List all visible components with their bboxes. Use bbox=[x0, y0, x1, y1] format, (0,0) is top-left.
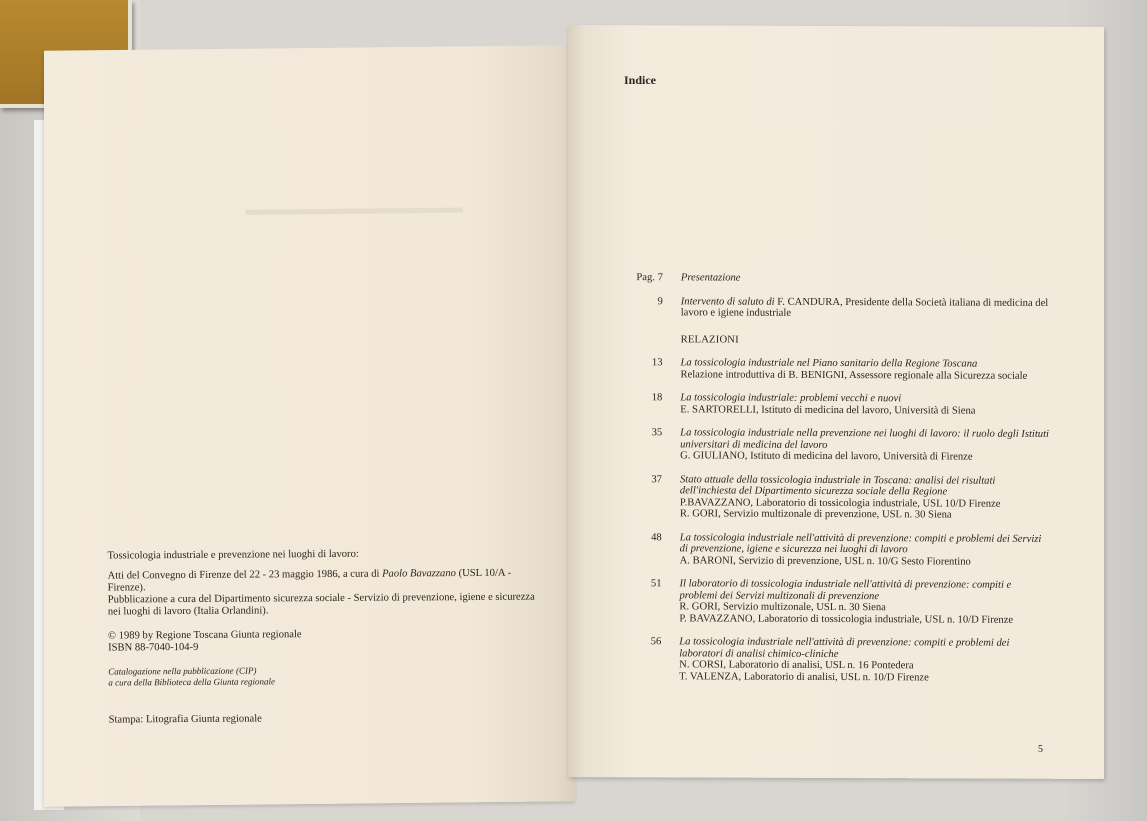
page-number: 5 bbox=[1038, 744, 1043, 755]
table-of-contents bbox=[619, 272, 1051, 684]
toc-title: La tossicologia industriale nell'attività di prevenzione: compiti e problemi dei Servizi di prevenzione, igiene e sicurezza nei luoghi di lavoro bbox=[679, 531, 1042, 556]
toc-author: A. BARONI, Servizio di prevenzione, USL n. 10/G Sesto Fiorentino bbox=[679, 554, 971, 568]
toc-title: Il laboratorio di tossicologia industriale nell'attività di prevenzione: compiti e problemi dei Servizi multizonali di prevenzione bbox=[679, 578, 1012, 602]
toc-text: F. CANDURA, Presidente della Società italiana di medicina del lavoro e igiene industriale bbox=[680, 296, 1049, 319]
toc-author: G. GIULIANO, Istituto di medicina del lavoro, Università di Firenze bbox=[680, 450, 973, 463]
toc-entry bbox=[620, 532, 1050, 568]
toc-author: E. SARTORELLI, Istituto di medicina del lavoro, Università di Siena bbox=[680, 403, 976, 417]
toc-entry bbox=[621, 272, 1051, 285]
toc-title: Presentazione bbox=[680, 272, 741, 284]
acts-text-end: (USL 10/A - Firenze). bbox=[107, 567, 512, 594]
toc-page: 18 bbox=[651, 392, 663, 404]
cip-line-2: a cura della Biblioteca della Giunta regionale bbox=[108, 676, 275, 688]
cip-line-1: Catalogazione nella pubblicazione (CIP) bbox=[108, 665, 257, 677]
toc-page: 56 bbox=[650, 636, 662, 648]
toc-author: R. GORI, Servizio multizonale, USL n. 30 Siena bbox=[679, 601, 886, 614]
colophon bbox=[107, 547, 548, 726]
toc-title: Intervento di saluto di bbox=[680, 295, 775, 308]
index-heading: Indice bbox=[624, 73, 657, 87]
toc-page: 9 bbox=[657, 295, 663, 307]
toc-author: T. VALENZA, Laboratorio di analisi, USL n. 10/D Firenze bbox=[679, 670, 929, 683]
toc-entry bbox=[620, 427, 1050, 463]
toc-title: Stato attuale della tossicologia industriale in Toscana: analisi dei risultati dell'inchiesta del Dipartimento sicurezza sociale della Regione bbox=[679, 473, 996, 498]
toc-title: La tossicologia industriale nella prevenzione nei luoghi di lavoro: il ruolo degli Istituti universitari di medicina del lavoro bbox=[680, 427, 1050, 451]
toc-page: 13 bbox=[651, 357, 663, 369]
toc-body bbox=[680, 427, 1050, 463]
toc-author: P.BAVAZZANO, Laboratorio di tossicologia industriale, USL 10/D Firenze bbox=[679, 496, 1001, 510]
acts-text: Atti del Convegno di Firenze del 22 - 23 maggio 1986, a cura di bbox=[107, 568, 383, 582]
toc-author: N. CORSI, Laboratorio di analisi, USL n. 16 Pontedera bbox=[679, 659, 914, 672]
toc-body bbox=[681, 296, 1051, 321]
toc-body bbox=[680, 532, 1050, 568]
toc-entry bbox=[621, 296, 1051, 321]
toc-body bbox=[679, 578, 1049, 626]
toc-author: R. GORI, Servizio multizonale di prevenzione, USL n. 30 Siena bbox=[679, 508, 952, 521]
toc-page: 51 bbox=[650, 578, 662, 590]
toc-entry bbox=[620, 392, 1050, 417]
toc-page: 35 bbox=[651, 427, 663, 439]
toc-body bbox=[680, 392, 1050, 417]
toc-author: Relazione introduttiva di B. BENIGNI, Assessore regionale alla Sicurezza sociale bbox=[680, 368, 1028, 382]
toc-title: La tossicologia industriale nell'attività di prevenzione: compiti e problemi dei laboratori di analisi chimico-cliniche bbox=[679, 636, 1010, 660]
toc-title: La tossicologia industriale: problemi vecchi e nuovi bbox=[680, 392, 902, 405]
colophon-title: Tossicologia industriale e prevenzione nei luoghi di lavoro: bbox=[107, 548, 359, 562]
toc-section-heading: RELAZIONI bbox=[680, 333, 739, 346]
toc-entry bbox=[619, 636, 1049, 684]
copyright-line: © 1989 by Regione Toscana Giunta regionale bbox=[107, 629, 302, 642]
toc-body bbox=[680, 357, 1050, 382]
toc-page: 37 bbox=[651, 473, 663, 485]
colophon-publication: Pubblicazione a cura del Dipartimento sicurezza sociale - Servizio di prevenzione, igiene e sicurezza nei luoghi di lavoro (Italia Orlandini). bbox=[107, 591, 535, 618]
isbn-line: ISBN 88-7040-104-9 bbox=[108, 641, 199, 654]
toc-page: 48 bbox=[651, 531, 662, 543]
print-line: Stampa: Litografia Giunta regionale bbox=[108, 713, 262, 726]
toc-body bbox=[679, 636, 1049, 684]
colophon-acts bbox=[108, 567, 548, 594]
toc-title: La tossicologia industriale nel Piano sanitario della Regione Toscana bbox=[680, 357, 978, 370]
toc-entry bbox=[619, 578, 1049, 626]
toc-author: P. BAVAZZANO, Laboratorio di tossicologia industriale, USL n. 10/D Firenze bbox=[679, 612, 1014, 626]
acts-editor: Paolo Bavazzano bbox=[382, 568, 456, 580]
toc-body bbox=[680, 474, 1050, 522]
toc-page: Pag. 7 bbox=[636, 272, 663, 284]
toc-entry bbox=[620, 474, 1050, 522]
toc-entry bbox=[620, 357, 1050, 382]
show-through-title: ━━━━━━━━━━━━ bbox=[245, 194, 463, 230]
